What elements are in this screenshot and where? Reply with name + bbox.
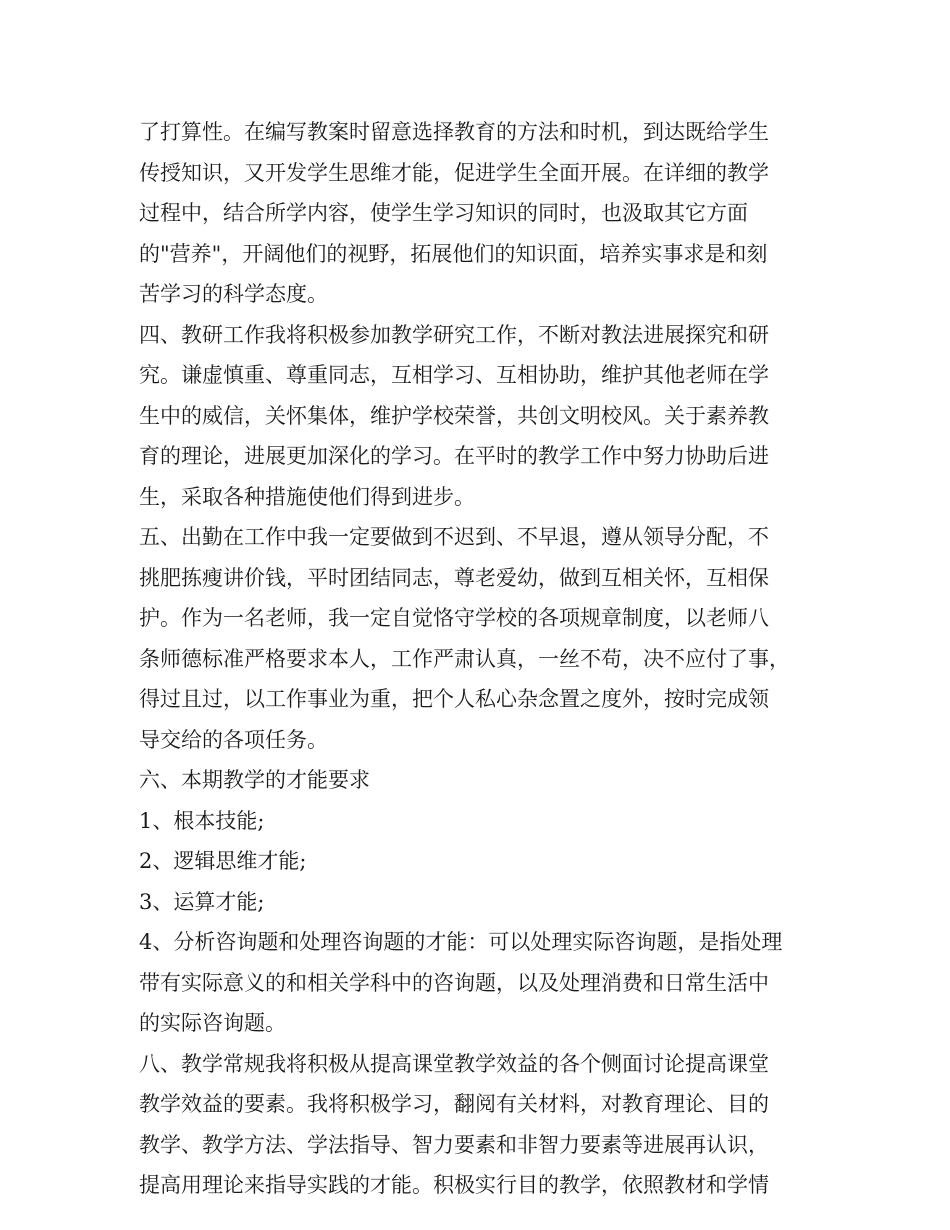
text-line: 苦学习的科学态度。 [139,282,328,306]
section-6-heading-line: 六、本期教学的才能要求 [139,768,370,792]
text-line: 生，采取各种措施使他们得到进步。 [139,484,475,509]
text-line: 带有实际意义的和相关学科中的咨询题，以及处理消费和日常生活中 [139,970,769,995]
document-body [139,112,829,1206]
text-line: 了打算性。在编写教案时留意选择教育的方法和时机，到达既给学生 [139,120,769,144]
text-line: 教学、教学方法、学法指导、智力要素和非智力要素等进展再认识， [139,1132,769,1157]
section-8-heading-line: 八、教学常规我将积极从提高课堂教学效益的各个侧面讨论提高课堂 [139,1051,769,1076]
section-5-heading-line: 五、出勤在工作中我一定要做到不迟到、不早退，遵从领导分配，不 [139,525,769,549]
text-line: 导交给的各项任务。 [139,727,328,752]
text-line: 生中的威信，关怀集体，维护学校荣誉，共创文明校风。关于素养教 [139,403,769,428]
list-item: 3、运算才能; [139,889,265,914]
text-line: 教学效益的要素。我将积极学习，翻阅有关材料，对教育理论、目的 [139,1092,769,1116]
text-line: 传授知识，又开发学生思维才能，促进学生全面开展。在详细的教学 [139,160,769,185]
text-line: 育的理论，进展更加深化的学习。在平时的教学工作中努力协助后进 [139,444,769,468]
text-line: 条师德标准严格要求本人，工作严肃认真，一丝不苟，决不应付了事， [139,646,790,671]
text-line: 过程中，结合所学内容，使学生学习知识的同时，也汲取其它方面 [139,201,748,225]
list-item: 4、分析咨询题和处理咨询题的才能：可以处理实际咨询题，是指处理 [139,930,783,954]
text-line: 得过且过，以工作事业为重，把个人私心杂念置之度外，按时完成领 [139,687,769,711]
text-line: 的"营养"，开阔他们的视野，拓展他们的知识面，培养实事求是和刻 [139,241,768,266]
text-line: 挑肥拣瘦讲价钱，平时团结同志，尊老爱幼，做到互相关怀，互相保 [139,565,769,590]
list-item: 1、根本技能; [139,808,265,833]
section-4-heading-line: 四、教研工作我将积极参加教学研究工作，不断对教法进展探究和研 [139,322,769,347]
text-line: 提高用理论来指导实践的才能。积极实行目的教学，依照教材和学情 [139,1173,769,1197]
text-line: 护。作为一名老师，我一定自觉恪守学校的各项规章制度，以老师八 [139,606,769,630]
text-line: 的实际咨询题。 [139,1011,286,1035]
list-item: 2、逻辑思维才能; [139,849,307,873]
text-line: 究。谦虚慎重、尊重同志，互相学习、互相协助，维护其他老师在学 [139,363,769,387]
